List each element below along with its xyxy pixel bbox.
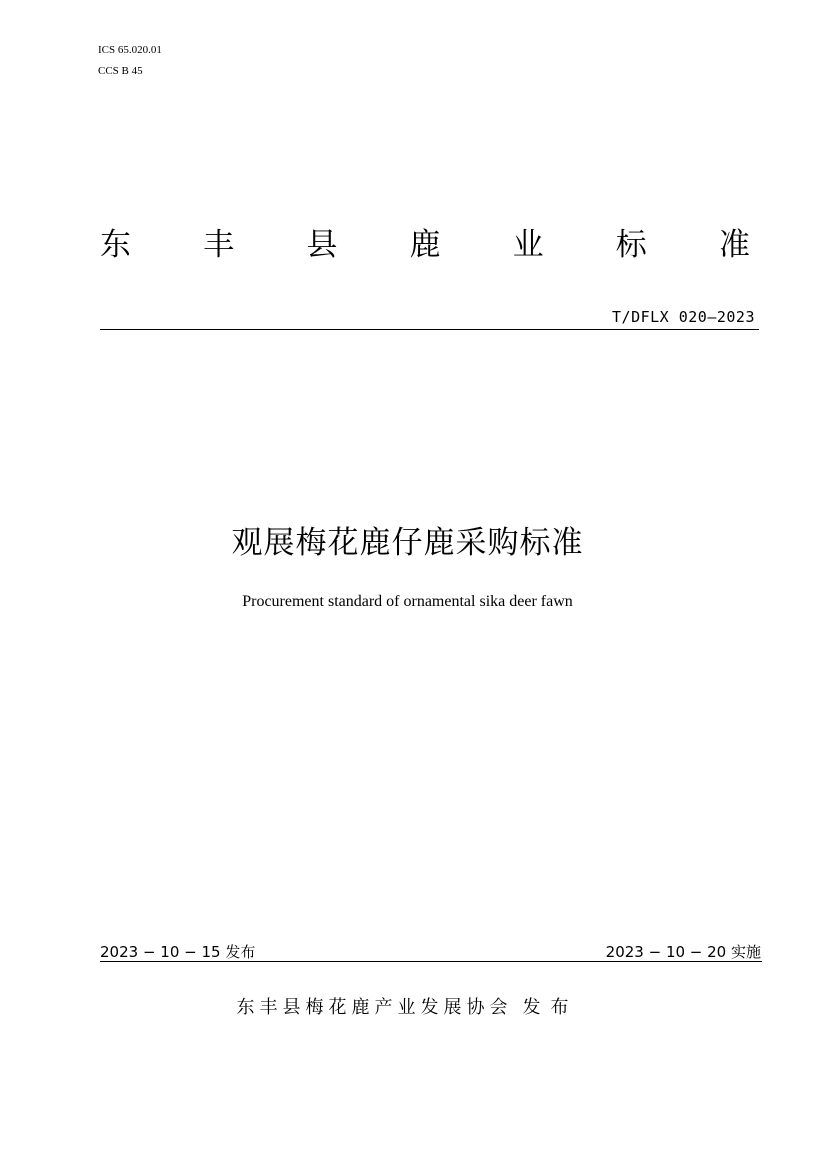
- document-title-chinese: 观展梅花鹿仔鹿采购标准: [231, 525, 584, 561]
- issue-date: 2023 − 10 − 15 发布: [100, 943, 256, 961]
- standard-type-char: 鹿: [409, 226, 441, 263]
- ics-code: ICS 65.020.01: [98, 44, 162, 56]
- ccs-code: CCS B 45: [98, 65, 143, 77]
- classification-codes: [98, 40, 162, 82]
- standard-type-char: 东: [100, 226, 131, 263]
- document-title-english: Procurement standard of ornamental sika deer fawn: [242, 593, 573, 610]
- standard-type-char: 准: [718, 226, 750, 263]
- publisher-line: [0, 993, 815, 1019]
- implementation-date: 2023 − 10 − 20 实施: [605, 943, 761, 961]
- publish-label: 发布: [522, 997, 579, 1018]
- bottom-divider: [100, 961, 762, 962]
- standard-type-heading: [100, 218, 750, 264]
- publisher-name: 东丰县梅花鹿产业发展协会: [236, 997, 513, 1018]
- standard-type-char: 丰: [203, 226, 235, 263]
- standard-code: T/DFLX 020—2023: [612, 308, 755, 326]
- top-divider: [100, 329, 759, 330]
- standard-type-char: 县: [306, 226, 338, 263]
- standard-type-char: 业: [512, 226, 544, 263]
- standard-type-char: 标: [615, 226, 647, 263]
